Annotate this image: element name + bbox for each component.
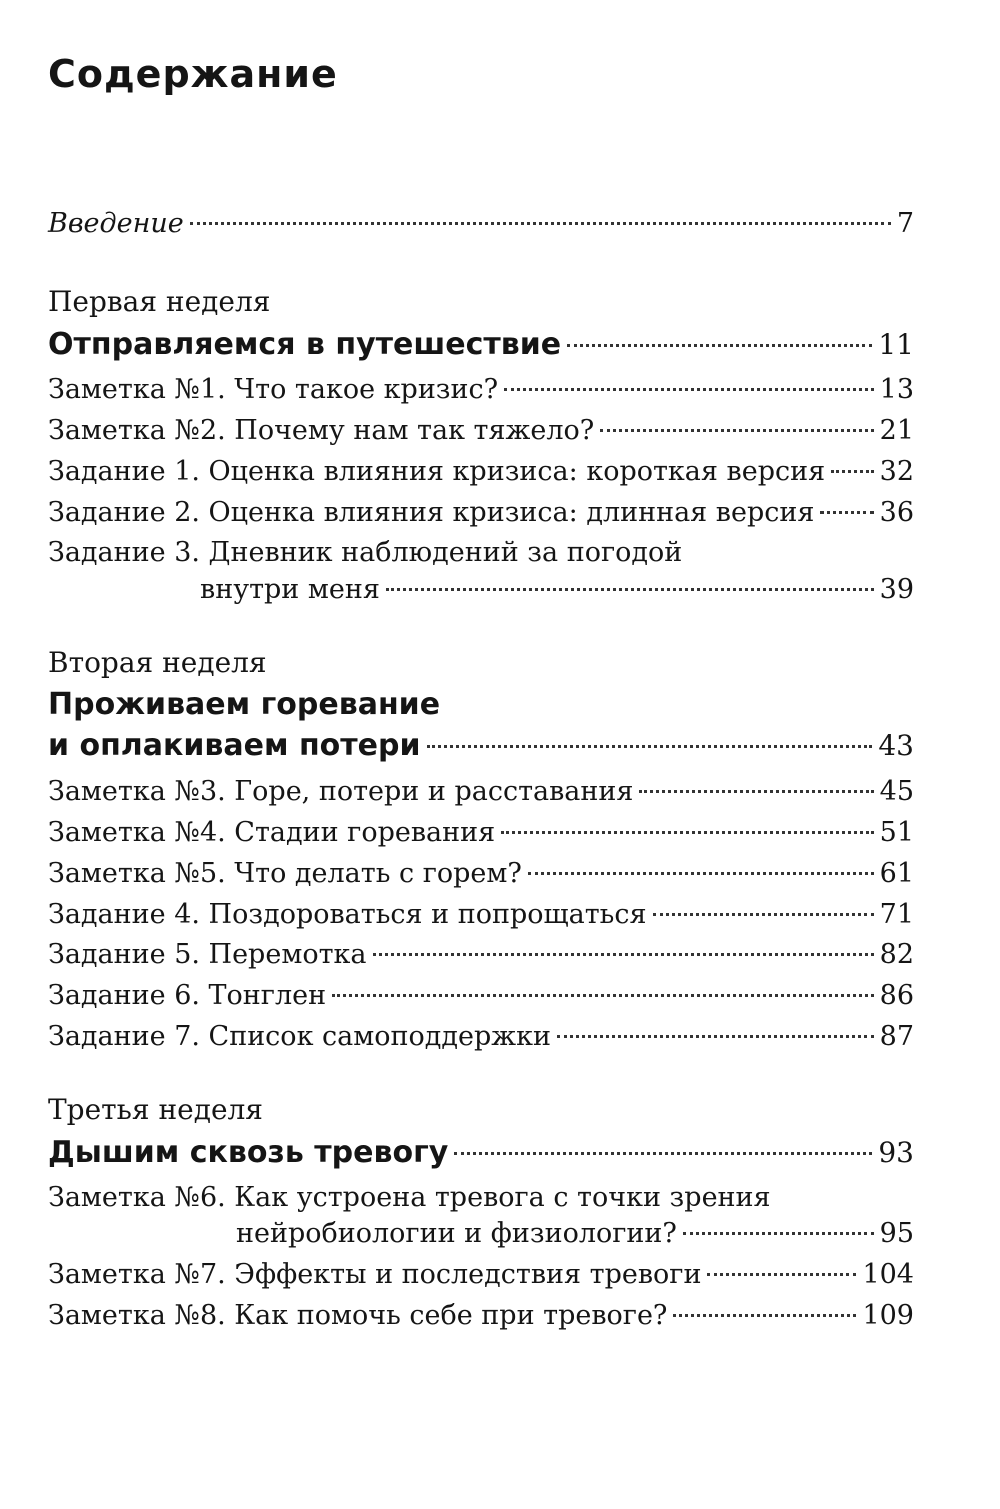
toc-entry[interactable] <box>48 856 914 892</box>
page-number: 95 <box>879 1218 914 1249</box>
dot-leader <box>600 429 873 432</box>
entry-label: Задание 4. Поздороваться и попрощаться <box>48 899 647 930</box>
dot-leader <box>673 1314 856 1317</box>
week-heading-2: Вторая неделя <box>48 646 267 679</box>
dot-leader <box>683 1232 874 1235</box>
dot-leader <box>501 831 873 834</box>
dot-leader <box>386 588 874 591</box>
entry-label: Заметка №4. Стадии горевания <box>48 817 496 848</box>
page-number: 45 <box>879 776 914 807</box>
chapter-title-line1: Проживаем горевание <box>48 687 441 722</box>
toc-entry[interactable] <box>48 372 914 408</box>
page-number: 43 <box>878 729 914 762</box>
entry-label: Заметка №3. Горе, потери и расставания <box>48 776 634 807</box>
page-number: 51 <box>879 817 914 848</box>
dot-leader <box>831 470 874 473</box>
chapter-title-line2: и оплакиваем потери <box>48 728 421 763</box>
entry-label: Заметка №1. Что такое кризис? <box>48 374 499 405</box>
entry-label: Задание 2. Оценка влияния кризиса: длинная версия <box>48 497 815 528</box>
dot-leader <box>639 790 873 793</box>
dot-leader <box>427 745 873 748</box>
toc-entry[interactable] <box>48 1298 914 1334</box>
page-number: 93 <box>878 1136 914 1169</box>
entry-label: Задание 5. Перемотка <box>48 939 367 970</box>
page-number: 104 <box>862 1259 914 1290</box>
dot-leader <box>653 913 874 916</box>
entry-label: Заметка №8. Как помочь себе при тревоге? <box>48 1300 668 1331</box>
page-number: 32 <box>879 456 914 487</box>
page-number: 71 <box>879 899 914 930</box>
page-number: 11 <box>878 328 914 361</box>
chapter-entry-2[interactable] <box>48 726 914 766</box>
dot-leader <box>820 511 873 514</box>
table-of-contents <box>48 0 914 1509</box>
dot-leader <box>528 872 874 875</box>
toc-entry[interactable] <box>48 1019 914 1055</box>
entry-label-line2: внутри меня <box>200 574 380 605</box>
entry-label: Задание 6. Тонглен <box>48 980 327 1011</box>
page-number: 21 <box>879 415 914 446</box>
entry-label-line2: нейробиологии и физиологии? <box>236 1218 677 1249</box>
entry-label-line1: Задание 3. Дневник наблюдений за погодой <box>48 537 683 568</box>
week-heading-1: Первая неделя <box>48 285 271 318</box>
page-number: 82 <box>879 939 914 970</box>
chapter-title: Отправляемся в путешествие <box>48 327 562 362</box>
page-number: 36 <box>879 497 914 528</box>
page-number: 86 <box>879 980 914 1011</box>
page-title: Содержание <box>48 52 338 96</box>
page-number: 7 <box>896 208 914 239</box>
dot-leader <box>190 222 891 225</box>
dot-leader <box>332 994 874 997</box>
toc-entry[interactable] <box>48 572 914 608</box>
entry-label: Задание 7. Список самоподдержки <box>48 1021 551 1052</box>
entry-label-line1: Заметка №6. Как устроена тревога с точки зрения <box>48 1182 771 1213</box>
toc-entry[interactable] <box>48 454 914 490</box>
toc-entry[interactable] <box>48 413 914 449</box>
dot-leader <box>567 344 872 347</box>
dot-leader <box>454 1152 872 1155</box>
dot-leader <box>504 388 874 391</box>
page-number: 87 <box>879 1021 914 1052</box>
page-number: 61 <box>879 858 914 889</box>
entry-label: Заметка №2. Почему нам так тяжело? <box>48 415 595 446</box>
toc-entry[interactable] <box>48 774 914 810</box>
dot-leader <box>707 1273 856 1276</box>
dot-leader <box>373 953 874 956</box>
toc-entry-intro[interactable] <box>48 206 914 242</box>
toc-entry[interactable] <box>48 495 914 531</box>
toc-entry[interactable] <box>48 978 914 1014</box>
page-number: 39 <box>879 574 914 605</box>
chapter-entry-3[interactable] <box>48 1133 914 1173</box>
toc-entry[interactable] <box>48 1257 914 1293</box>
page-number: 13 <box>879 374 914 405</box>
toc-entry[interactable] <box>48 897 914 933</box>
toc-entry[interactable] <box>48 815 914 851</box>
entry-label: Заметка №5. Что делать с горем? <box>48 858 522 889</box>
toc-entry[interactable] <box>48 1216 914 1252</box>
entry-label: Введение <box>48 208 184 239</box>
page-number: 109 <box>862 1300 914 1331</box>
week-heading-3: Третья неделя <box>48 1093 263 1126</box>
entry-label: Задание 1. Оценка влияния кризиса: короткая версия <box>48 456 826 487</box>
dot-leader <box>557 1035 874 1038</box>
chapter-title: Дышим сквозь тревогу <box>48 1135 449 1170</box>
entry-label: Заметка №7. Эффекты и последствия тревоги <box>48 1259 702 1290</box>
toc-entry[interactable] <box>48 937 914 973</box>
chapter-entry-1[interactable] <box>48 325 914 365</box>
